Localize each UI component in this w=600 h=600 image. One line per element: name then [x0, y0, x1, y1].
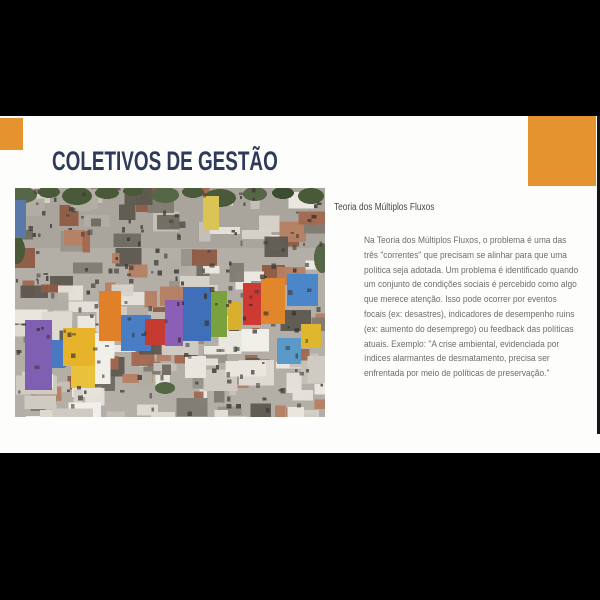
accent-bar-right — [528, 116, 596, 186]
favela-photo — [15, 188, 325, 417]
favela-photo-art — [15, 188, 325, 417]
letterbox-top — [0, 0, 600, 116]
body-paragraph: Na Teoria dos Múltiplos Fluxos, o problema é uma das três "correntes" que precisam se alinhar para que uma política seja adotada. Um problema é identificado quando um conjunto de condições sociais é percebido como algo que merece atenção. Isso pode ocorrer por eventos focais (ex: desastres), indicadores de desempenho ruins (ex: aumento do desemprego) ou feedback das políticas atuais. Exemplo: "A crise ambiental, evidenciada por índices alarmantes de desmatamento, precisa ser enfrentada por meio de políticas de preservação." — [364, 235, 579, 380]
slide-title: COLETIVOS DE GESTÃO — [52, 146, 278, 176]
slide — [0, 116, 600, 453]
section-heading: Teoria dos Múltiplos Fluxos — [334, 202, 435, 213]
letterbox-bottom — [0, 453, 600, 600]
accent-bar-left — [0, 118, 23, 150]
